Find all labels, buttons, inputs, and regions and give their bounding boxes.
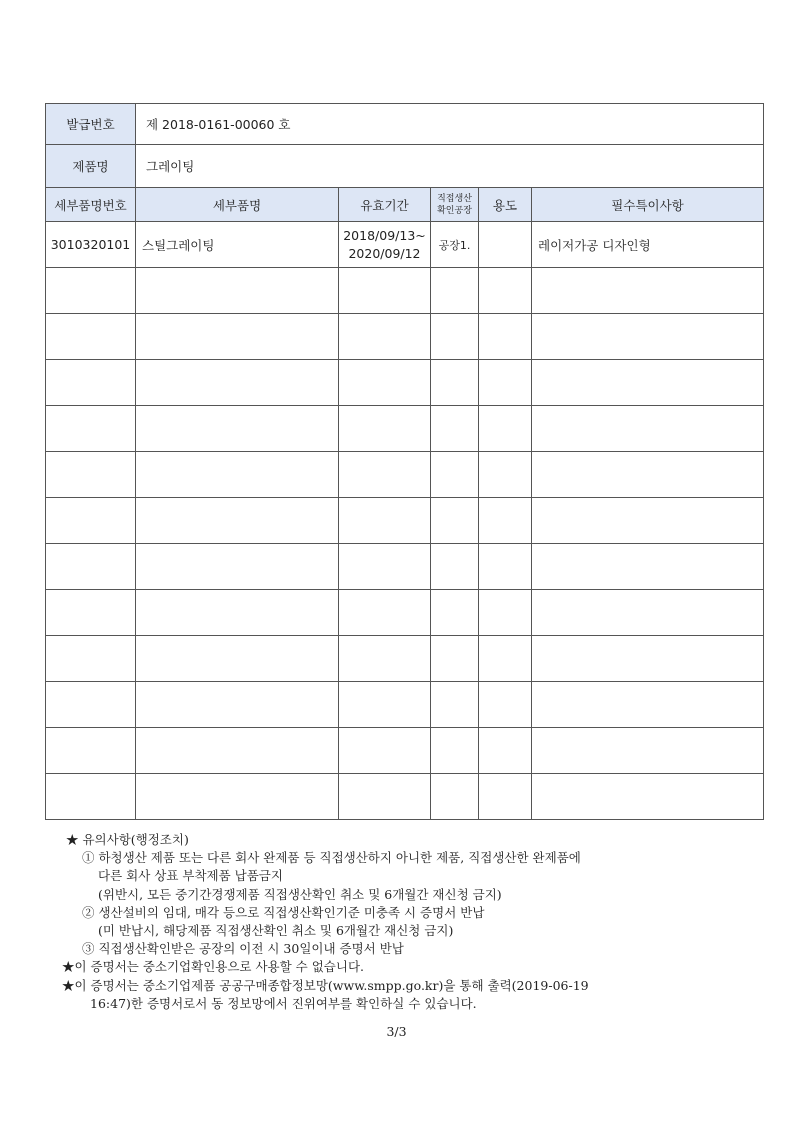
table-row xyxy=(46,222,764,268)
notice-item-1-penalty: (위반시, 모든 중기간경쟁제품 직접생산확인 취소 및 6개월간 재신청 금지) xyxy=(98,886,502,902)
row-valid-period-start: 2018/09/13~ xyxy=(343,227,426,243)
col-factory xyxy=(431,188,479,222)
issue-number-value: 제 2018-0161-00060 호 xyxy=(136,104,764,145)
row-detail-name: 스틸그레이팅 xyxy=(136,222,339,268)
row-valid-period-end: 2020/09/12 xyxy=(348,245,421,261)
notice-not-for-sme: ★이 증명서는 중소기업확인용으로 사용할 수 없습니다. xyxy=(62,959,364,975)
empty-row xyxy=(46,314,764,360)
product-name-value: 그레이팅 xyxy=(136,145,764,188)
notice-verify-line2: 16:47)한 증명서로서 동 정보망에서 진위여부를 확인하실 수 있습니다. xyxy=(90,995,477,1011)
notices-section xyxy=(62,831,766,1013)
col-factory-line2: 확인공장 xyxy=(437,205,472,216)
row-use xyxy=(479,222,532,268)
row-detail-code: 3010320101 xyxy=(46,222,136,268)
row-factory: 공장1. xyxy=(431,222,479,268)
issue-number-label: 발급번호 xyxy=(46,104,136,145)
empty-row xyxy=(46,774,764,820)
row-special-notes: 레이저가공 디자인형 xyxy=(532,222,764,268)
col-use: 용도 xyxy=(479,188,532,222)
product-name-label: 제품명 xyxy=(46,145,136,188)
empty-row xyxy=(46,682,764,728)
col-special-notes: 필수특이사항 xyxy=(532,188,764,222)
col-valid-period: 유효기간 xyxy=(339,188,431,222)
col-detail-name: 세부품명 xyxy=(136,188,339,222)
notice-item-1-cont: 다른 회사 상표 부착제품 납품금지 xyxy=(98,868,283,884)
column-header-row xyxy=(46,188,764,222)
notice-item-2-penalty: (미 반납시, 해당제품 직접생산확인 취소 및 6개월간 재신청 금지) xyxy=(98,923,454,939)
col-factory-line1: 직접생산 xyxy=(437,193,472,204)
empty-row xyxy=(46,406,764,452)
notices-title: ★ 유의사항(행정조치) xyxy=(66,832,189,847)
col-detail-code: 세부품명번호 xyxy=(46,188,136,222)
empty-row xyxy=(46,360,764,406)
notice-item-2: ② 생산설비의 임대, 매각 등으로 직접생산확인기준 미충족 시 증명서 반납 xyxy=(82,904,485,920)
empty-row xyxy=(46,452,764,498)
empty-row xyxy=(46,728,764,774)
notice-item-1: ① 하청생산 제품 또는 다른 회사 완제품 등 직접생산하지 아니한 제품, 직접생산한 완제품에 xyxy=(82,850,581,866)
empty-row xyxy=(46,268,764,314)
notice-verify-line1: ★이 증명서는 중소기업제품 공공구매종합정보망(www.smpp.go.kr)을 통해 출력(2019-06-19 xyxy=(62,977,589,993)
empty-row xyxy=(46,636,764,682)
empty-row xyxy=(46,498,764,544)
page-number: 3/3 xyxy=(386,1024,407,1039)
row-valid-period xyxy=(339,222,431,268)
empty-row xyxy=(46,590,764,636)
notice-item-3: ③ 직접생산확인받은 공장의 이전 시 30일이내 증명서 반납 xyxy=(82,941,404,957)
empty-row xyxy=(46,544,764,590)
certificate-table xyxy=(45,103,764,820)
